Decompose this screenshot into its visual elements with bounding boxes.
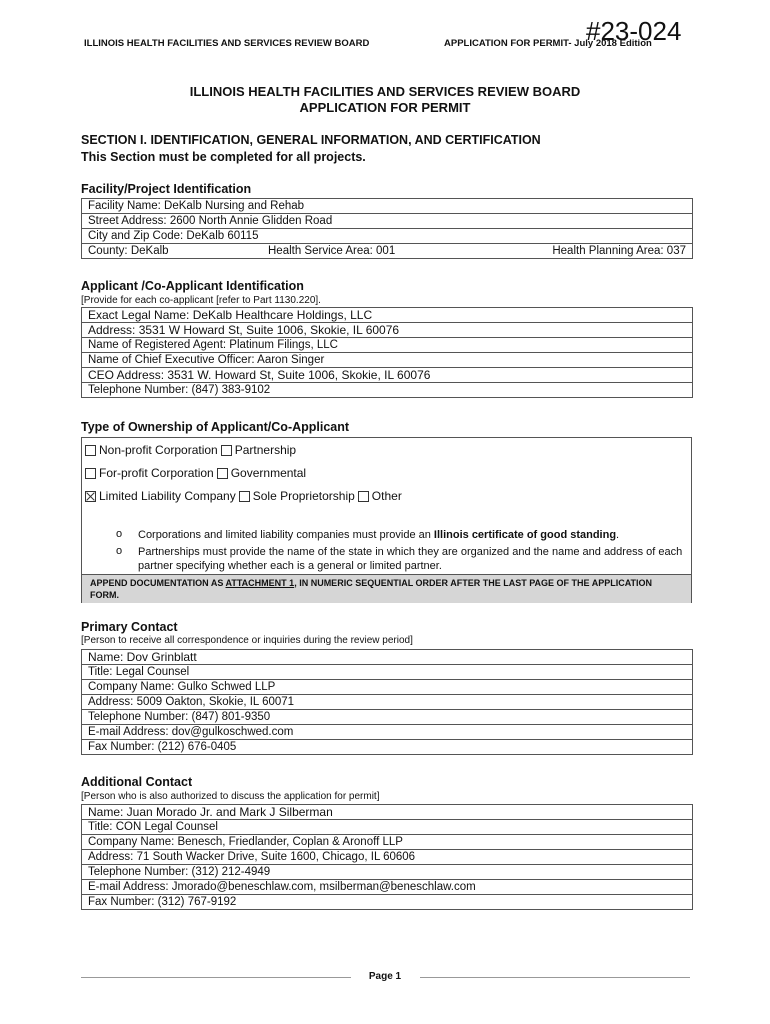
facility-county-row — [82, 244, 693, 259]
facility-heading: Facility/Project Identification — [81, 182, 252, 196]
document-title: ILLINOIS HEALTH FACILITIES AND SERVICES REVIEW BOARD — [189, 84, 581, 99]
applicant-telephone: Telephone Number: (847) 383-9102 — [82, 383, 693, 398]
ownership-row-3 — [85, 489, 405, 503]
good-standing-emphasis: Illinois certificate of good standing — [433, 529, 617, 541]
primary-contact-email: E-mail Address: dov@gulkoschwed.com — [82, 725, 693, 740]
section-heading: SECTION I. IDENTIFICATION, GENERAL INFORMATION, AND CERTIFICATION — [81, 133, 541, 147]
additional-contact-telephone: Telephone Number: (312) 212-4949 — [82, 865, 693, 880]
applicant-ceo-address: CEO Address: 3531 W. Howard St, Suite 1006, Skokie, IL 60076 — [82, 368, 693, 383]
applicant-heading: Applicant /Co-Applicant Identification — [81, 279, 304, 293]
applicant-table — [81, 307, 693, 398]
ownership-row-2 — [85, 466, 309, 480]
primary-contact-address: Address: 5009 Oakton, Skokie, IL 60071 — [82, 695, 693, 710]
applicant-note: [Provide for each co-applicant [refer to Part 1130.220]. — [81, 295, 321, 306]
primary-contact-table — [81, 649, 693, 755]
ownership-row-1 — [85, 443, 299, 457]
other-checkbox[interactable] — [358, 491, 369, 502]
facility-hsa: Health Service Area: 001 — [268, 245, 396, 257]
additional-contact-address: Address: 71 South Wacker Drive, Suite 1600, Chicago, IL 60606 — [82, 850, 693, 865]
header-left: ILLINOIS HEALTH FACILITIES AND SERVICES REVIEW BOARD — [84, 38, 370, 49]
additional-contact-table — [81, 804, 693, 910]
applicant-legal-name: Exact Legal Name: DeKalb Healthcare Holdings, LLC — [82, 308, 693, 323]
applicant-ceo-name: Name of Chief Executive Officer: Aaron Singer — [82, 353, 693, 368]
facility-hpa: Health Planning Area: 037 — [552, 245, 686, 257]
partnership-label: Partnership — [234, 443, 297, 457]
additional-contact-company: Company Name: Benesch, Friedlander, Coplan & Aronoff LLP — [82, 835, 693, 850]
bullet-1-text: Corporations and limited liability companies must provide an — [138, 529, 434, 541]
facility-street: Street Address: 2600 North Annie Glidden Road — [82, 214, 693, 229]
applicant-address: Address: 3531 W Howard St, Suite 1006, Skokie, IL 60076 — [82, 323, 693, 338]
ownership-bullet-1 — [116, 528, 686, 542]
bullet-2-text: Partnerships must provide the name of the state in which they are organized and the name and address of each partner specifying whether each is a general or limited partner. — [138, 546, 683, 572]
bullet-mark: o — [116, 528, 123, 540]
llc-label: Limited Liability Company — [99, 489, 236, 503]
additional-contact-email: E-mail Address: Jmorado@beneschlaw.com, msilberman@beneschlaw.com — [82, 880, 693, 895]
project-number-stamp: #23-024 — [586, 16, 682, 46]
primary-contact-company: Company Name: Gulko Schwed LLP — [82, 680, 693, 695]
attachment-1-link: ATTACHMENT 1 — [225, 578, 295, 588]
governmental-label: Governmental — [230, 466, 307, 480]
ownership-box — [81, 437, 692, 603]
primary-contact-fax: Fax Number: (212) 676-0405 — [82, 740, 693, 755]
append-documentation-bar — [82, 574, 691, 603]
llc-checkbox[interactable] — [85, 491, 96, 502]
facility-county: County: DeKalb — [88, 245, 169, 257]
append-text-end: , IN NUMERIC SEQUENTIAL ORDER AFTER THE LAST PAGE OF THE APPLICATION FORM. — [90, 578, 653, 600]
partnership-checkbox[interactable] — [221, 445, 232, 456]
page-number: Page 1 — [368, 971, 402, 982]
nonprofit-label: Non-profit Corporation — [99, 443, 218, 457]
ownership-heading: Type of Ownership of Applicant/Co-Applicant — [81, 420, 350, 434]
additional-contact-name: Name: Juan Morado Jr. and Mark J Silberman — [82, 805, 693, 820]
additional-contact-title: Title: CON Legal Counsel — [82, 820, 693, 835]
governmental-checkbox[interactable] — [217, 468, 228, 479]
bullet-mark: o — [116, 545, 123, 557]
ownership-bullet-2 — [116, 545, 686, 573]
forprofit-checkbox[interactable] — [85, 468, 96, 479]
document-subtitle: APPLICATION FOR PERMIT — [299, 100, 471, 115]
additional-contact-heading: Additional Contact — [81, 775, 193, 789]
primary-contact-title: Title: Legal Counsel — [82, 665, 693, 680]
facility-table — [81, 198, 693, 259]
primary-contact-heading: Primary Contact — [81, 620, 178, 634]
applicant-registered-agent: Name of Registered Agent: Platinum Filings, LLC — [82, 338, 693, 353]
primary-contact-telephone: Telephone Number: (847) 801-9350 — [82, 710, 693, 725]
facility-name: Facility Name: DeKalb Nursing and Rehab — [82, 199, 693, 214]
other-label: Other — [371, 489, 402, 503]
sole-label: Sole Proprietorship — [252, 489, 355, 503]
section-subheading: This Section must be completed for all projects. — [81, 150, 366, 164]
additional-contact-note: [Person who is also authorized to discuss the application for permit] — [81, 791, 380, 802]
header-right: APPLICATION FOR PERMIT- July 2018 Edition — [444, 38, 652, 49]
bullet-1-end: . — [616, 529, 620, 541]
nonprofit-checkbox[interactable] — [85, 445, 96, 456]
primary-contact-name: Name: Dov Grinblatt — [82, 650, 693, 665]
append-text: APPEND DOCUMENTATION AS — [90, 578, 226, 588]
facility-city: City and Zip Code: DeKalb 60115 — [82, 229, 693, 244]
additional-contact-fax: Fax Number: (312) 767-9192 — [82, 895, 693, 910]
forprofit-label: For-profit Corporation — [99, 466, 214, 480]
primary-contact-note: [Person to receive all correspondence or inquiries during the review period] — [81, 635, 413, 646]
sole-checkbox[interactable] — [239, 491, 250, 502]
